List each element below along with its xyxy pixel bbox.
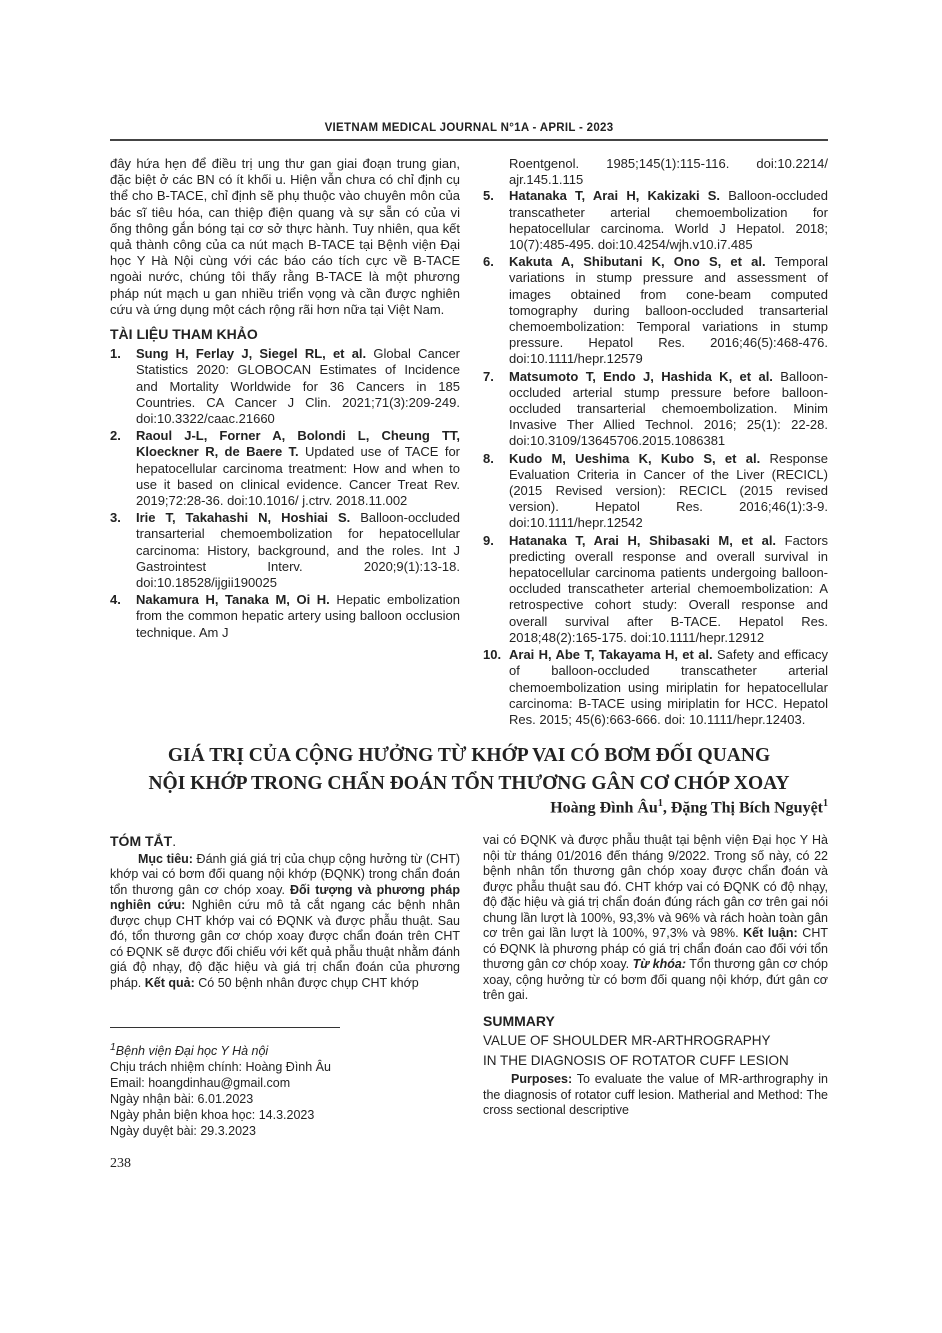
abstract-paragraph: [110, 852, 460, 992]
reference-body: Response Evaluation Criteria in Cancer of the Liver (RECICL) (2015 Revised version): RECICL (2015 revised version). Hepatol Res. 2016;46(1):3-9. doi:10.1111/hepr.12542: [509, 450, 828, 531]
reference-authors: Matsumoto T, Endo J, Hashida K, et al.: [509, 368, 773, 384]
reference-authors: Irie T, Takahashi N, Hoshiai S.: [136, 510, 351, 526]
references-left-list: [110, 346, 460, 641]
reference-body: Balloon-occluded transcatheter arterial chemoembolization for hepatocellular carcinoma. World J Hepatol. 2018; 10(7):485-495. doi:10.4254/wjh.v10.i7.485: [509, 188, 828, 253]
reference-text: [136, 346, 460, 427]
reference-authors: Hatanaka T, Arai H, Kakizaki S.: [509, 188, 721, 204]
author-separator: ,: [662, 799, 671, 817]
abstract-label: Kết quả:: [144, 975, 195, 990]
reference-item: [483, 254, 828, 367]
intro-paragraph: đây hứa hẹn để điều trị ung thư gan giai đoạn trung gian, đặc biệt ở các BN có ít khối u. Hiện vẫn chưa có chỉ định cụ thể cho B-TACE, chỉ định sẽ phụ thuộc vào chuyên môn của bác sĩ tiêu hóa, can thiệp điện quang và sự sẵn có của vi ống thông gắn bóng tại cơ sở thực hành. Tuy nhiên, qua kết quả thành công của ca nút mạch B-TACE tại Bệnh viện Đại học Y Hà Nội cùng với các báo cáo tích cực về B-TACE ngoài nước, chúng tôi thấy rằng B-TACE là một phương pháp nút mạch u gan nhiều triển vọng và cần được nghiên cứu và ứng dụng một cách rộng rãi hơn nữa tại Việt Nam.: [110, 156, 460, 317]
reference-text: [509, 647, 828, 728]
reference-number: 8.: [483, 450, 494, 466]
reference-authors: Sung H, Ferlay J, Siegel RL, et al.: [136, 346, 367, 362]
reference-authors: Kakuta A, Shibutani K, Ono S, et al.: [509, 254, 766, 270]
author-affiliation-mark: 1: [657, 798, 663, 809]
reference-body: Factors predicting overall response and overall survival in hepatocellular carcinoma patients undergoing balloon-occluded transcatheter arterial chemoembolization: A retrospective cohort study: Overall response and overall survival after B-TACE. Hepatol Res. 2018;48(2):165-175. doi:10.1111/hepr.12912: [509, 532, 828, 645]
summary-title-line2: IN THE DIAGNOSIS OF ROTATOR CUFF LESION: [483, 1053, 789, 1068]
abstract-column-right: [483, 833, 828, 1119]
abstract-column-left: [110, 834, 460, 991]
reference-body: Safety and efficacy of balloon-occluded transcatheter arterial chemoembolization using miriplatin for hepatocellular carcinoma: B-TACE using miriplatin for HCC. Hepatol Res. 2015; 45(6):663-666. doi: 10.1111/hepr.12403.: [509, 647, 828, 727]
reference-number: 7.: [483, 368, 494, 384]
article-title-line2: NỘI KHỚP TRONG CHẨN ĐOÁN TỔN THƯƠNG GÂN CƠ CHÓP XOAY: [148, 773, 790, 794]
reference-number: 3.: [110, 510, 121, 526]
page-number: 238: [110, 1156, 131, 1171]
reference-authors: Kudo M, Ueshima K, Kubo S, et al.: [509, 450, 761, 466]
abstract-text: Đánh giá giá trị của chụp cộng hưởng từ (CHT) khớp vai có bơm đối quang nội khớp (ĐQNK) trong chẩn đoán tổn thương gân cơ chóp xoay.: [110, 851, 461, 897]
reference-item: [110, 510, 460, 591]
keywords-text: Tổn thương gân cơ chóp xoay, cộng hưởng từ có bơm đối quang nội khớp, đứt gân cơ trên gai.: [483, 957, 828, 1002]
journal-header: VIETNAM MEDICAL JOURNAL N°1A - APRIL - 2023: [324, 122, 614, 134]
reference-authors: Nakamura H, Tanaka M, Oi H.: [136, 592, 330, 608]
abstract-label: Mục tiêu:: [138, 851, 193, 866]
reference-item: [483, 533, 828, 646]
reference-authors: Arai H, Abe T, Takayama H, et al.: [509, 647, 713, 663]
footnote-sup: 1: [110, 1042, 116, 1053]
summary-label: Purposes:: [511, 1072, 573, 1086]
reference-body: Temporal variations in stump pressure and assessment of images obtained from cone-beam computed tomography during balloon-occluded transarterial chemoembolization: Temporal variations in stump pressure. Hepatol Res. 2016;46(5):468-476. doi:10.1111/hepr.12579: [509, 254, 828, 367]
reference-body: Hepatic embolization from the common hepatic artery using balloon occlusion technique. Am J: [136, 592, 460, 640]
reference-text: [136, 428, 460, 509]
summary-heading: SUMMARY: [483, 1012, 555, 1029]
footnote: [110, 1040, 460, 1139]
summary-text: To evaluate the value of MR-arthrography in the diagnosis of rotator cuff lesion. Matherial and Method: The cross sectional descriptive: [483, 1072, 828, 1117]
footnote-line: Chịu trách nhiệm chính: Hoàng Đình Âu: [110, 1060, 331, 1075]
footnote-affiliation-text: Bệnh viện Đại học Y Hà nội: [115, 1044, 269, 1059]
reference-item: [110, 592, 460, 641]
reference-item: [483, 369, 828, 450]
abstract-heading-dot: .: [172, 833, 177, 849]
references-title: TÀI LIỆU THAM KHẢO: [110, 326, 258, 343]
reference-authors: Raoul J-L, Forner A, Bolondi L, Cheung TT, Kloeckner R, de Baere T.: [136, 428, 460, 460]
reference-body: Balloon-occluded arterial stump pressure before balloon-occluded transarterial chemoembolization. Minim Invasive Ther Allied Technol. 2016; 25(1): 22-28. doi:10.3109/13645706.2015.1086381: [509, 368, 828, 449]
reference-item: [483, 188, 828, 253]
reference-text: [136, 510, 460, 591]
reference-text: [509, 188, 828, 253]
footnote-line: Email: hoangdinhau@gmail.com: [110, 1076, 291, 1091]
reference-text: [509, 533, 828, 646]
reference-item: [110, 428, 460, 509]
author-name: Hoàng Đình Âu: [550, 799, 658, 817]
reference-text: [509, 369, 828, 450]
reference-number: 2.: [110, 428, 121, 444]
reference-body: Balloon-occluded transarterial chemoembolization for hepatocellular carcinoma: History, background, and the roles. Int J Gastrointest Interv. 2020;9(1):13-18. doi:10.18528/ijgii190025: [136, 510, 460, 591]
reference-text: [509, 451, 828, 532]
abstract-paragraph-continued: [483, 833, 828, 1004]
reference-continuation: Roentgenol. 1985;145(1):115-116. doi:10.2214/ ajr.145.1.115: [509, 156, 828, 188]
abstract-heading: [110, 834, 460, 850]
footnote-affiliation: [110, 1040, 460, 1059]
reference-number: 4.: [110, 592, 121, 608]
reference-number: 9.: [483, 532, 494, 548]
reference-text: [136, 592, 460, 641]
abstract-text: Nghiên cứu mô tả cắt ngang các bệnh nhân được chụp CHT khớp vai có ĐQNK và được phẫu thuật. Sau đó, tổn thương gân cơ chóp xoay được chẩn đoán trên CHT có ĐQNK sẽ được đối chiếu với kết quả phẫu thuật nhằm đánh giá độ nhạy, độ đặc hiệu và giá trị chẩn đoán của phương pháp.: [110, 898, 460, 990]
footnote-line: Ngày nhận bài: 6.01.2023: [110, 1092, 254, 1107]
reference-item: [110, 346, 460, 427]
author-name: Đặng Thị Bích Nguyệt: [670, 799, 823, 817]
header-rule: [110, 139, 828, 141]
reference-authors: Hatanaka T, Arai H, Shibasaki M, et al.: [509, 532, 777, 548]
abstract-heading-text: TÓM TẮT: [110, 833, 173, 849]
footnote-rule: [110, 1027, 340, 1028]
reference-body: Global Cancer Statistics 2020: GLOBOCAN Estimates of Incidence and Mortality Worldwide for 36 Cancers in 185 Countries. CA Cancer J Clin. 2021;71(3):209-249. doi:10.3322/caac.21660: [136, 346, 461, 427]
reference-body: Updated use of TACE for hepatocellular carcinoma treatment: How and when to use it based on clinical evidence. Cancer Treat Rev. 2019;72:28-36. doi:10.1016/ j.ctrv. 2018.11.002: [136, 444, 460, 509]
abstract-text: Có 50 bệnh nhân được chụp CHT khớp: [194, 975, 419, 990]
summary-title-line1: VALUE OF SHOULDER MR-ARTHROGRAPHY: [483, 1033, 771, 1048]
reference-item: [483, 451, 828, 532]
reference-number: 5.: [483, 188, 494, 204]
reference-number: 10.: [483, 647, 502, 663]
abstract-text: CHT có ĐQNK là phương pháp có giá trị chẩn đoán cao đối với tổn thương gân cơ chóp xoay.: [483, 926, 828, 971]
reference-number: 6.: [483, 254, 494, 270]
footnote-line: Ngày phản biện khoa học: 14.3.2023: [110, 1108, 315, 1123]
keywords-label: Từ khóa:: [632, 957, 686, 971]
article-title: [110, 742, 828, 798]
abstract-text: vai có ĐQNK và được phẫu thuật tại bệnh viện Đại học Y Hà nội từ tháng 01/2016 đến tháng 9/2022. Trong số này, có 22 bệnh nhân tổn thương gân chóp xoay được chẩn đoán và được phẫu thuật sau đó. CHT khớp vai có ĐQNK có độ nhạy, độ đặc hiệu và giá trị chẩn đoán đúng rách gân cơ trên gai nói chung lần lượt là 100%, 93,3% và 96% và rách hoàn toàn gân cơ trên gai lần lượt là 100%, 97,3% và 98%.: [483, 833, 828, 940]
reference-item: [483, 647, 828, 728]
article-authors: [550, 798, 828, 817]
article-title-line1: GIÁ TRỊ CỦA CỘNG HƯỞNG TỪ KHỚP VAI CÓ BƠM ĐỐI QUANG: [167, 745, 771, 766]
top-left-column: [110, 156, 460, 642]
reference-number: 1.: [110, 346, 121, 362]
abstract-label: Đối tượng và phương pháp nghiên cứu:: [110, 882, 460, 912]
summary-paragraph: [483, 1072, 828, 1119]
top-right-column: [483, 156, 828, 729]
author-affiliation-mark: 1: [823, 798, 828, 809]
reference-text: [509, 254, 828, 367]
abstract-label: Kết luận:: [743, 926, 798, 940]
footnote-line: Ngày duyệt bài: 29.3.2023: [110, 1124, 256, 1139]
